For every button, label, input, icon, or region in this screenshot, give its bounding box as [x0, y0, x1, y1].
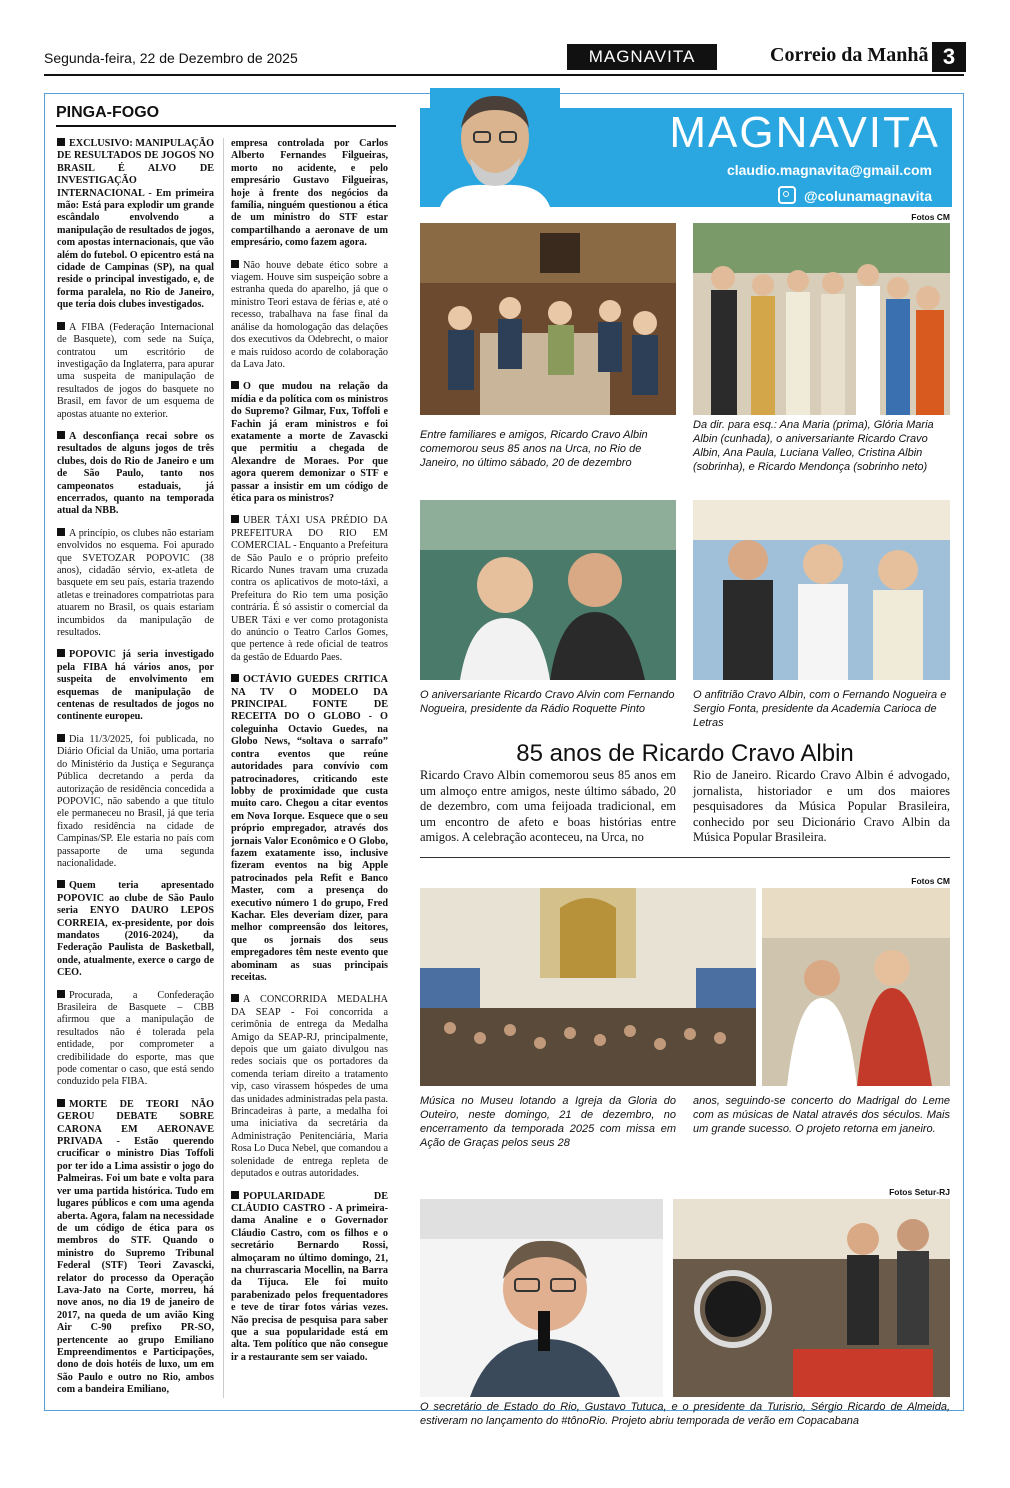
- pinga-fogo-note: [231, 674, 388, 984]
- issue-date: Segunda-feira, 22 de Dezembro de 2025: [44, 50, 298, 66]
- pinga-fogo-note: [57, 734, 214, 870]
- bullet-square-icon: [57, 990, 65, 998]
- launch-event-photo: [673, 1199, 950, 1397]
- article-body-right: Rio de Janeiro. Ricardo Cravo Albin é advogado, jornalista, historiador e um dos maiores pesquisadores da Música Popular Brasileira, conhecido por seu Dicionário Cravo Albin da Música Popular Brasileira.: [693, 768, 950, 844]
- section-divider-1: [420, 857, 950, 858]
- note-bold-text: POPOVIC já seria investigado pela FIBA há vários anos, por suspeita de envolvimento em esquemas de manipulação de centenas de resultados de jogos no continente europeu.: [57, 649, 214, 723]
- bullet-square-icon: [231, 1191, 239, 1199]
- bullet-square-icon: [231, 994, 239, 1002]
- note-bold-text: MORTE DE TEORI NÃO GEROU DEBATE SOBRE CARONA EM AERONAVE PRIVADA - Estão querendo crucificar o ministro Dias Toffoli por ter ido a Lima assistir o jogo do Palmeiras. Foi um bate e volta para ver uma partida histórica. Tudo em lugares públicos e com uma agenda aberta. Agora, falam na necessidade de um código de ética para os membros do STF. Quando o ministro do Supremo Tribunal Federal (STF) Teori Zavascki, relator do processo da Operação Lava-Jato na Corte, morreu, há nove anos, no dia 19 de janeiro de 2017, na queda de um avião King Air C-90 prefixo PR-SO, pertencente ao grupo Emiliano Empreendimentos e Participações, dono de dois hotéis de luxo, um em São Paulo e outro no Rio, ambos com a bandeira Emiliano,: [57, 1098, 214, 1396]
- note-bold-text: O que mudou na relação da mídia e da política com os ministros do Supremo? Gilmar, Fux, Toffoli e Fachin já eram ministros e foi exatamente a morte de Zavascki que permitiu a chegada de Alexandre de Moraes. Por que agora querem demonizar o STF e passar a insistir em um código de ética para os ministros?: [231, 381, 388, 504]
- pinga-fogo-note: [57, 431, 214, 518]
- bullet-square-icon: [57, 431, 65, 439]
- banner-email[interactable]: claudio.magnavita@gmail.com: [726, 162, 932, 178]
- trio-photo: [693, 500, 950, 680]
- bullet-square-icon: [231, 381, 239, 389]
- newspaper-name: Correio da Manhã: [770, 44, 929, 66]
- photo-caption-1: Entre familiares e amigos, Ricardo Cravo Albin comemorou seus 85 anos na Urca, no Rio de Janeiro, no último sábado, 20 de dezembro: [420, 429, 648, 469]
- speaker-photo: [420, 1199, 663, 1397]
- columnist-portrait: [430, 88, 560, 207]
- photo-caption-7: O secretário de Estado do Rio, Gustavo Tutuca, e o presidente da Turisrio, Sérgio Ricardo de Almeida, estiveram no lançamento do #tônoRio. Projeto abriu temporada de verão em Copacabana: [420, 1401, 950, 1427]
- section-label: MAGNAVITA: [567, 44, 717, 70]
- photo-credit-1: Fotos CM: [911, 212, 950, 222]
- bullet-square-icon: [57, 322, 65, 330]
- bullet-square-icon: [57, 734, 65, 742]
- photo-caption-2: Da dir. para esq.: Ana Maria (prima), Glória Maria Albin (cunhada), o aniversariante Ricardo Cravo Albin, Ana Paula, Luciana Valleo, Cristina Albin (sobrinha), e Ricardo Mendonça (sobrinho neto): [693, 419, 934, 473]
- bullet-square-icon: [231, 260, 239, 268]
- note-bold-text: EXCLUSIVO: MANIPULAÇÃO DE RESULTADOS DE JOGOS NO BRASIL É ALVO DE INVESTIGAÇÃO INTERNACIONAL - Em primeira mão: Está para explodir um grande escândalo envolvendo a manipulação de resultados de jogos, com apostas internacionais, que vão além do futebol. O epicentro está na cidade de Campinas (SP), na qual reside o principal investigado, e, de forma paralela, no Rio de Janeiro, que teria dois clubes investigados.: [57, 138, 214, 311]
- banner-title: MAGNAVITA: [669, 108, 940, 157]
- bullet-square-icon: [57, 880, 65, 888]
- duo-photo-1: [420, 500, 676, 680]
- pinga-fogo-note: [57, 322, 214, 421]
- church-concert-photo: [420, 888, 756, 1086]
- pinga-fogo-note: [57, 528, 214, 640]
- pinga-fogo-note: [231, 994, 388, 1180]
- instagram-handle: @colunamagnavita: [803, 188, 932, 204]
- photo-credit-3: Fotos Setur-RJ: [889, 1187, 950, 1197]
- bullet-square-icon: [57, 528, 65, 536]
- bullet-square-icon: [57, 1099, 65, 1107]
- column-divider: [223, 138, 224, 1398]
- pinga-fogo-note: [231, 381, 388, 505]
- pinga-fogo-note: [57, 138, 214, 312]
- banner-instagram[interactable]: [700, 186, 932, 204]
- bullet-square-icon: [231, 515, 239, 523]
- audience-photo: [762, 888, 950, 1086]
- note-text: A FIBA (Federação Internacional de Basquete), com sede na Suíça, contratou um escritório de investigação da Inglaterra, para apurar uma suspeita de manipulação de resultados de jogos do basquete no Brasil, em favor de um esquema de apostas atuante no exterior.: [57, 321, 214, 420]
- note-text: A CONCORRIDA MEDALHA DA SEAP - Foi concorrida a cerimônia de entrega da Medalha Amigo da SEAP-RJ, principalmente, depois que um gaiato divulgou nas redes sociais que os portadores da comenda teriam direito a tratamento vip, caso virassem hóspedes de uma das unidades administradas pela pasta. Brincadeiras à parte, a medalha foi uma iniciativa da secretária da Administração Penitenciária, Maria Rosa Lo Duca Nebel, que comandou a solenidade de entrega repleta de deputados e outras autoridades.: [231, 994, 389, 1180]
- pinga-fogo-note: [57, 990, 214, 1089]
- note-text: A princípio, os clubes não estariam envolvidos no esquema. Foi apurado que SVETOZAR POPOVIC (38 anos), cidadão sérvio, ex-atleta de basquete em seu país, estaria trazendo atletas e treinadores compatriotas para atuarem no Brasil, os quais estariam incumbidos da manipulação de resultados.: [57, 527, 214, 639]
- bullet-square-icon: [231, 674, 239, 682]
- photo-caption-6: anos, seguindo-se concerto do Madrigal do Leme com as músicas de Natal através dos séculos. Mais um grande sucesso. O projeto retorna em janeiro.: [693, 1095, 950, 1135]
- note-bold-text: POPULARIDADE DE CLÁUDIO CASTRO - A primeira-dama Analine e o Governador Cláudio Castro, com os filhos e o secretário Bernardo Rossi, almoçaram no último domingo, 21, na churrascaria Mocellin, na Barra da Tijuca. Ele foi muito parabenizado pelos frequentadores e teve de tirar fotos várias vezes. Não precisa de pesquisa para saber que a sua popularidade está em alta. Tem político que não consegue ir a restaurante sem ser vaiado.: [231, 1190, 388, 1363]
- photo-caption-5: Música no Museu lotando a Igreja da Gloria do Outeiro, neste domingo, 21 de dezembro, no encerramento da temporada 2025 com missa em Ação de Graças pelos seus 28: [420, 1095, 676, 1149]
- party-photo: [420, 223, 676, 415]
- note-bold-text: Quem teria apresentado POPOVIC ao clube de São Paulo seria ENYO DAURO LEPOS CORREIA, ex-presidente, por dois mandatos (2016-2024), da Federação Paulista de Basketball, onde, atualmente, exerce o cargo de CEO.: [57, 880, 214, 979]
- article-headline: 85 anos de Ricardo Cravo Albin: [516, 740, 854, 767]
- pinga-fogo-note: [57, 1099, 214, 1397]
- note-text: Dia 11/3/2025, foi publicada, no Diário Oficial da União, uma portaria do Ministério da Justiça e Segurança Pública decretando a perda da autorização de residência concedida a POPOVIC, não sabendo a que título ele permaneceu no Brasil, já que teria fixado residência na cidade de Campinas/SP. Ele estaria no país com passaporte de uma segunda nacionalidade.: [57, 733, 214, 869]
- header-rule: [44, 74, 964, 76]
- pinga-fogo-note: [231, 138, 388, 250]
- note-bold-text: OCTÁVIO GUEDES CRITICA NA TV O MODELO DA PRINCIPAL FONTE DE RECEITA DO O GLOBO - O coleguinha Octavio Guedes, na Globo News, “soltava o sarrafo” contra eventos que reúne autoridades para convívio com patrocinadores, criticando este lobby de proximidade que custa muito caro. Chegou a citar eventos em Nova Iorque. Esquece que o seu próprio empregador, através dos jornais Valor Econômico e O Globo, fazem exatamente isso, inclusive fizeram eventos na big Apple patrocinados pela Refit e Banco Master, com a presença do executivo número 1 do grupo, Fred Kachar. Eles deveriam dizer, para melhor compreensão dos leitores, que os jornais dos seus empregadores têm neste evento que abominam as suas principais receitas.: [231, 674, 388, 983]
- pinga-fogo-note: [231, 1191, 388, 1365]
- photo-caption-3: O aniversariante Ricardo Cravo Alvin com Fernando Nogueira, presidente da Rádio Roquette Pinto: [420, 689, 675, 715]
- pinga-fogo-note: [231, 260, 388, 372]
- photo-credit-2: Fotos CM: [911, 876, 950, 886]
- note-bold-text: empresa controlada por Carlos Alberto Fernandes Filgueiras, morto no acidente, e pelo empresário Gustavo Filgueiras, hoje à frente dos negócios da família, ninguém questionou a ética de um ministro do STF estar compartilhando a aeronave de um empresário, como fazem agora.: [231, 138, 388, 249]
- instagram-icon: [778, 186, 796, 204]
- pinga-fogo-title: PINGA-FOGO: [56, 104, 396, 127]
- pinga-fogo-note: [57, 880, 214, 979]
- note-bold-text: A desconfiança recai sobre os resultados de alguns jogos de três clubes, dois do Rio de Janeiro e um de São Paulo, tanto nos campeonatos estaduais, já encerrados, quanto na temporada atual da NBB.: [57, 430, 214, 517]
- article-body-left: Ricardo Cravo Albin comemorou seus 85 anos em um almoço entre amigos, neste último sábado, 20 de dezembro, com uma feijoada tradicional, em um encontro de afeto e boas histórias entre amigos. A celebração aconteceu, na Urca, no: [420, 768, 676, 844]
- bullet-square-icon: [57, 138, 65, 146]
- bullet-square-icon: [57, 649, 65, 657]
- page-number: 3: [932, 42, 966, 72]
- pinga-fogo-note: [57, 649, 214, 723]
- note-text: Não houve debate ético sobre a viagem. Houve sim suspeição sobre a estranha queda do aparelho, já que o ministro Teori estava de férias e, até o recesso, trabalhava na fase final da análise da homologação das delações dos executivos da Odebrecht, o maior e mais ruidoso acordo de colaboração da Lava Jato.: [231, 259, 388, 370]
- pinga-fogo-note: [231, 515, 388, 664]
- note-text: UBER TÁXI USA PRÉDIO DA PREFEITURA DO RIO EM COMERCIAL - Enquanto a Prefeitura de São Paulo e o próprio prefeito Ricardo Nunes travam uma cruzada contra os aplicativos de moto-táxi, a Prefeitura do Rio tem uma posição contrária. É só assistir o comercial da UBER Táxi e ver como protagonista do anúncio o Teatro Carlos Gomes, que pertence à rede oficial de teatros da gestão de Eduardo Paes.: [231, 515, 388, 663]
- pinga-fogo-column-1: [57, 138, 214, 1407]
- note-text: Procurada, a Confederação Brasileira de Basquete – CBB afirmou que a manipulação de resultados não é tolerada pela entidade, por comprometer a credibilidade do esporte, mas que pode comentar o caso, que está sendo conduzido pela FIBA.: [57, 989, 214, 1088]
- pinga-fogo-column-2: [231, 138, 388, 1374]
- family-group-photo: [693, 223, 950, 415]
- photo-caption-4: O anfitrião Cravo Albin, com o Fernando Nogueira e Sergio Fonta, presidente da Academia Carioca de Letras: [693, 689, 947, 729]
